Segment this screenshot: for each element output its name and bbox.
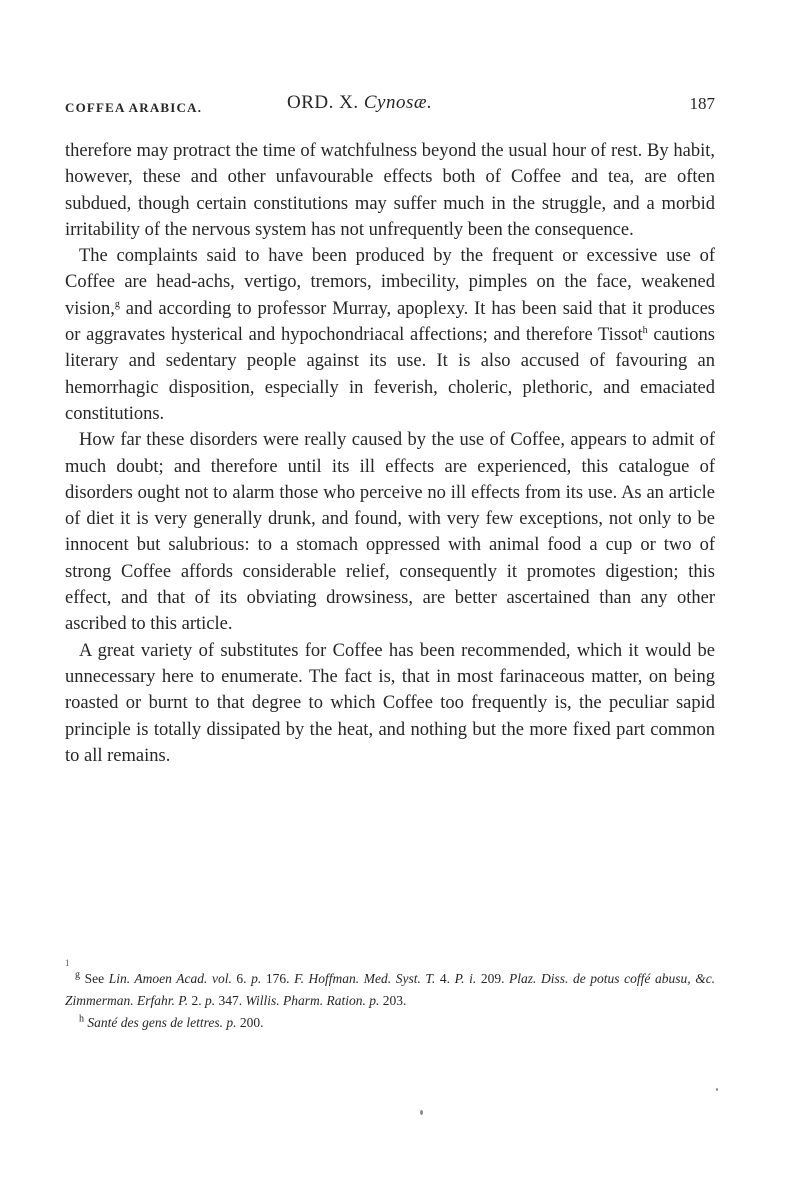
paragraph: [65, 427, 715, 637]
text-run: 200.: [236, 1015, 264, 1030]
page-number: 187: [689, 94, 715, 113]
text-run: and according to professor Murray, apoplexy. It has been said that it produces or aggravates hysterical and hypochondriacal affections; and therefore Tissot: [65, 298, 715, 346]
running-head-order-number: ORD. X.: [287, 92, 359, 113]
text-run: 2.: [188, 993, 206, 1008]
signature-mark: 1: [65, 958, 70, 968]
text-run: 347.: [215, 993, 246, 1008]
paragraph: [65, 638, 715, 769]
text-run: 4.: [435, 971, 455, 986]
ink-speck: [716, 1088, 718, 1091]
footnotes: [65, 960, 715, 1034]
text-run: 6.: [231, 971, 252, 986]
italic-text: Willis. Pharm. Ration. p.: [245, 993, 380, 1008]
running-head-title: COFFEA ARABICA.: [65, 100, 203, 115]
text-run: 203.: [379, 993, 407, 1008]
text-run: therefore may protract the time of watchfulness beyond the usual hour of rest. By habit, however, these and other unfavourable effects both of Coffee and tea, are often subdued, though certain constitutions may suffer much in the struggle, and a morbid irritability of the nervous system has not unfrequently been the consequence.: [65, 141, 715, 240]
footnote-reference: h: [642, 324, 648, 336]
footnote-reference: g: [114, 298, 120, 310]
text-run: 209.: [476, 971, 510, 986]
italic-text: P. i.: [454, 971, 477, 986]
footnote-signature: h: [79, 1013, 84, 1025]
footnote-signature: g: [75, 969, 80, 981]
text-run: cautions literary and sedentary people against its use. It is also accused of favouring an hemorrhagic disposition, especially in feverish, choleric, plethoric, and emaciated constitutions.: [65, 325, 715, 424]
text-run: A great variety of substitutes for Coffee has been recommended, which it would be unnecessary here to enumerate. The fact is, that in most farinaceous matter, on being roasted or burnt to that degree to which Coffee too frequently is, the peculiar sapid principle is totally dissipated by the heat, and nothing but the more fixed part common to all remains.: [65, 640, 715, 766]
text-run: The complaints said to have been produced by the frequent or excessive use of Coffee are head-achs, vertigo, tremors, imbecility, pimples on the face, weakened vision,: [65, 246, 715, 319]
footnote-g: [65, 968, 715, 1012]
italic-text: Santé des gens de lettres. p.: [87, 1015, 237, 1030]
body-text: [65, 138, 715, 769]
paragraph: [65, 243, 715, 427]
italic-text: F. Hoffman. Med. Syst. T.: [294, 971, 436, 986]
text-run: 176.: [261, 971, 295, 986]
ink-speck: [420, 1110, 423, 1115]
italic-text: p.: [251, 971, 262, 986]
italic-text: Lin. Amoen Acad. vol.: [108, 971, 232, 986]
footnote-h: [65, 1012, 715, 1034]
running-head: [65, 92, 715, 120]
italic-text: p.: [205, 993, 216, 1008]
italic-text: Plaz. Diss. de potus coffé abusu, &c. Zimmerman. Erfahr. P.: [65, 971, 716, 1008]
text-run: How far these disorders were really caused by the use of Coffee, appears to admit of much doubt; and therefore until its ill effects are experienced, this catalogue of disorders ought not to alarm those who perceive no ill effects from its use. As an article of diet it is very generally drunk, and found, with very few exceptions, not only to be innocent but salubrious: to a stomach oppressed with animal food a cup or two of strong Coffee affords considerable relief, consequently it promotes digestion; this effect, and that of its obviating drowsiness, are better ascertained than any other ascribed to this article.: [65, 430, 715, 635]
text-run: See: [84, 971, 109, 986]
paragraph: [65, 138, 715, 243]
running-head-order: [287, 92, 432, 114]
running-head-genus: Cynosæ.: [363, 92, 433, 113]
